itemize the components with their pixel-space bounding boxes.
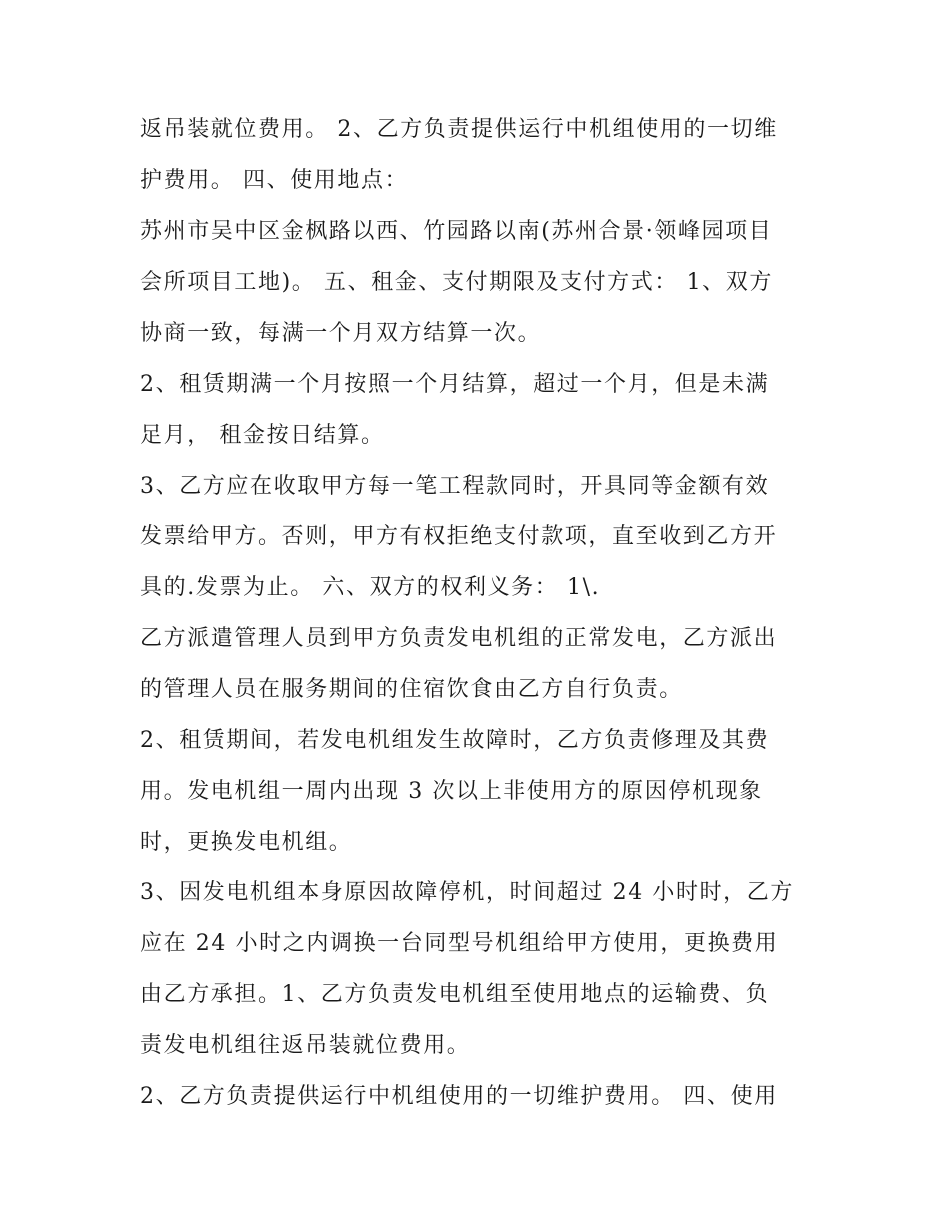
text-line: 发票给甲方。否则，甲方有权拒绝支付款项，直至收到乙方开 [140, 524, 778, 549]
text-line: 的管理人员在服务期间的住宿饮食由乙方自行负责。 [140, 677, 683, 702]
text-line: 会所项目工地)。 五、租金、支付期限及支付方式： 1、双方 [140, 270, 773, 295]
text-line: 用。发电机组一周内出现 3 次以上非使用方的原因停机现象 [140, 779, 763, 804]
text-line: 乙方派遣管理人员到甲方负责发电机组的正常发电，乙方派出 [140, 626, 778, 651]
text-line: 2、乙方负责提供运行中机组使用的一切维护费用。 四、使用 [140, 1084, 778, 1109]
text-line: 协商一致，每满一个月双方结算一次。 [140, 321, 542, 346]
text-line: 返吊装就位费用。 2、乙方负责提供运行中机组使用的一切维 [140, 117, 778, 142]
text-line: 3、因发电机组本身原因故障停机，时间超过 24 小时时，乙方 [140, 880, 794, 905]
text-line: 2、租赁期间，若发电机组发生故障时，乙方负责修理及其费 [140, 728, 770, 753]
text-line: 应在 24 小时之内调换一台同型号机组给甲方使用，更换费用 [140, 931, 779, 956]
text-line: 具的.发票为止。 六、双方的权利义务： 1\. [140, 575, 601, 600]
text-line: 护费用。 四、使用地点： [140, 168, 409, 193]
text-line: 责发电机组往返吊装就位费用。 [140, 1033, 471, 1058]
text-line: 3、乙方应在收取甲方每一笔工程款同时，开具同等金额有效 [140, 474, 770, 499]
text-line: 苏州市吴中区金枫路以西、竹园路以南(苏州合景·领峰园项目 [140, 219, 773, 244]
text-line: 2、租赁期满一个月按照一个月结算，超过一个月，但是未满 [140, 372, 770, 397]
text-line: 由乙方承担。1、乙方负责发电机组至使用地点的运输费、负 [140, 982, 770, 1007]
text-line: 足月， 租金按日结算。 [140, 423, 385, 448]
text-line: 时，更换发电机组。 [140, 830, 353, 855]
